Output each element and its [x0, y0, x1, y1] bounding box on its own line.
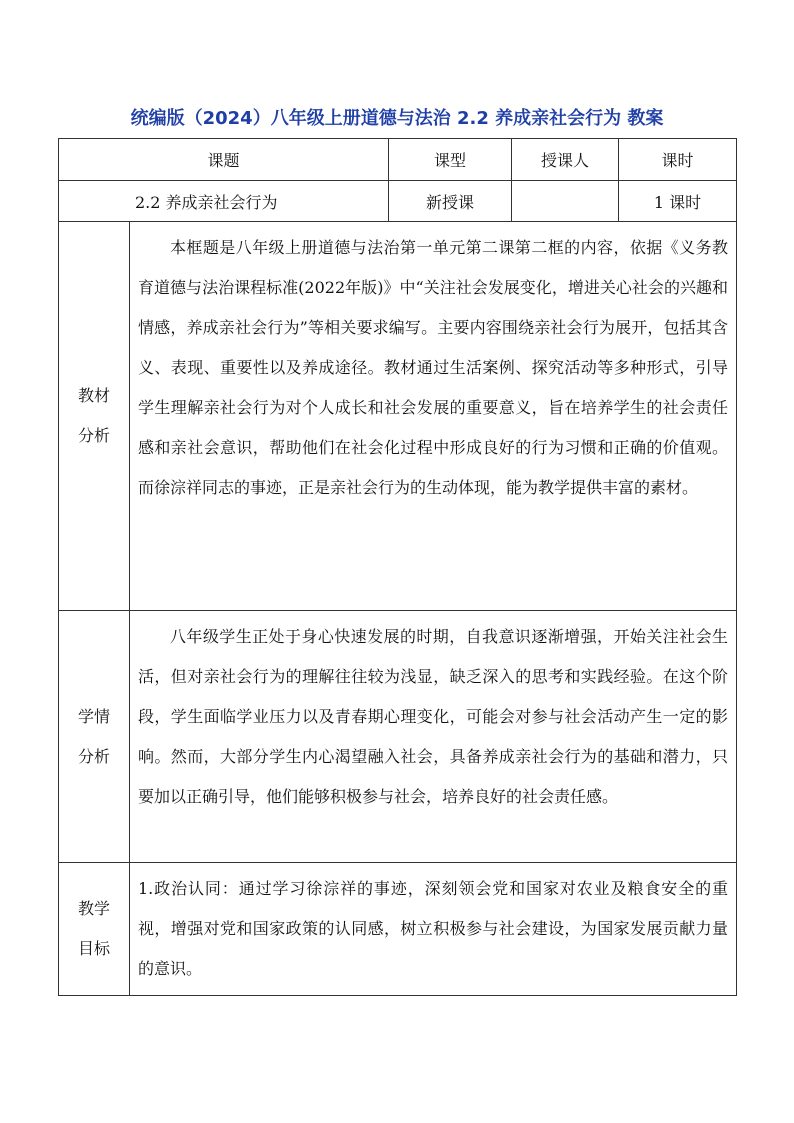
label-line-2: 目标 [77, 939, 110, 958]
section-text-students: 八年级学生正处于身心快速发展的时期，自我意识逐渐增强，开始关注社会生活，但对亲社会行为的理解往往较为浅显，缺乏深入的思考和实践经验。在这个阶段，学生面临学业压力以及青春期心理变化，可能会对参与社会活动产生一定的影响。然而，大部分学生内心渴望融入社会，具备养成亲社会行为的基础和潜力，只要加以正确引导，他们能够积极参与社会，培养良好的社会责任感。 [130, 611, 737, 863]
info-type: 新授课 [389, 181, 512, 222]
section-label-textbook [59, 222, 130, 611]
header-teacher: 授课人 [512, 139, 619, 181]
section-label-goals [59, 863, 130, 996]
info-teacher [512, 181, 619, 222]
section-text-textbook: 本框题是八年级上册道德与法治第一单元第二课第二框的内容，依据《义务教育道德与法治课程标准(2022年版)》中“关注社会发展变化，增进关心社会的兴趣和情感，养成亲社会行为”等相关要求编写。主要内容围绕亲社会行为展开，包括其含义、表现、重要性以及养成途径。教材通过生活案例、探究活动等多种形式，引导学生理解亲社会行为对个人成长和社会发展的重要意义，旨在培养学生的社会责任感和亲社会意识，帮助他们在社会化过程中形成良好的行为习惯和正确的价值观。而徐淙祥同志的事迹，正是亲社会行为的生动体现，能为教学提供丰富的素材。 [130, 222, 737, 611]
header-type: 课型 [389, 139, 512, 181]
label-line-1: 学情 [77, 706, 110, 726]
label-line-2: 分析 [77, 426, 110, 445]
info-row [59, 181, 737, 222]
info-hours: 1 课时 [619, 181, 737, 222]
label-line-1: 教学 [77, 899, 110, 918]
header-topic: 课题 [59, 139, 389, 181]
label-line-1: 教材 [77, 386, 110, 405]
section-label-students [59, 611, 130, 863]
info-topic: 2.2 养成亲社会行为 [59, 181, 389, 222]
lesson-plan-table [58, 138, 737, 996]
section-row-students [59, 611, 737, 863]
label-line-2: 分析 [77, 746, 110, 766]
header-row [59, 139, 737, 181]
section-row-goals [59, 863, 737, 996]
header-hours: 课时 [619, 139, 737, 181]
section-row-textbook [59, 222, 737, 611]
document-title: 统编版（2024）八年级上册道德与法治 2.2 养成亲社会行为 教案 [130, 108, 664, 129]
section-text-goals: 1.政治认同：通过学习徐淙祥的事迹，深刻领会党和国家对农业及粮食安全的重视，增强对党和国家政策的认同感，树立积极参与社会建设，为国家发展贡献力量的意识。 [130, 863, 737, 996]
